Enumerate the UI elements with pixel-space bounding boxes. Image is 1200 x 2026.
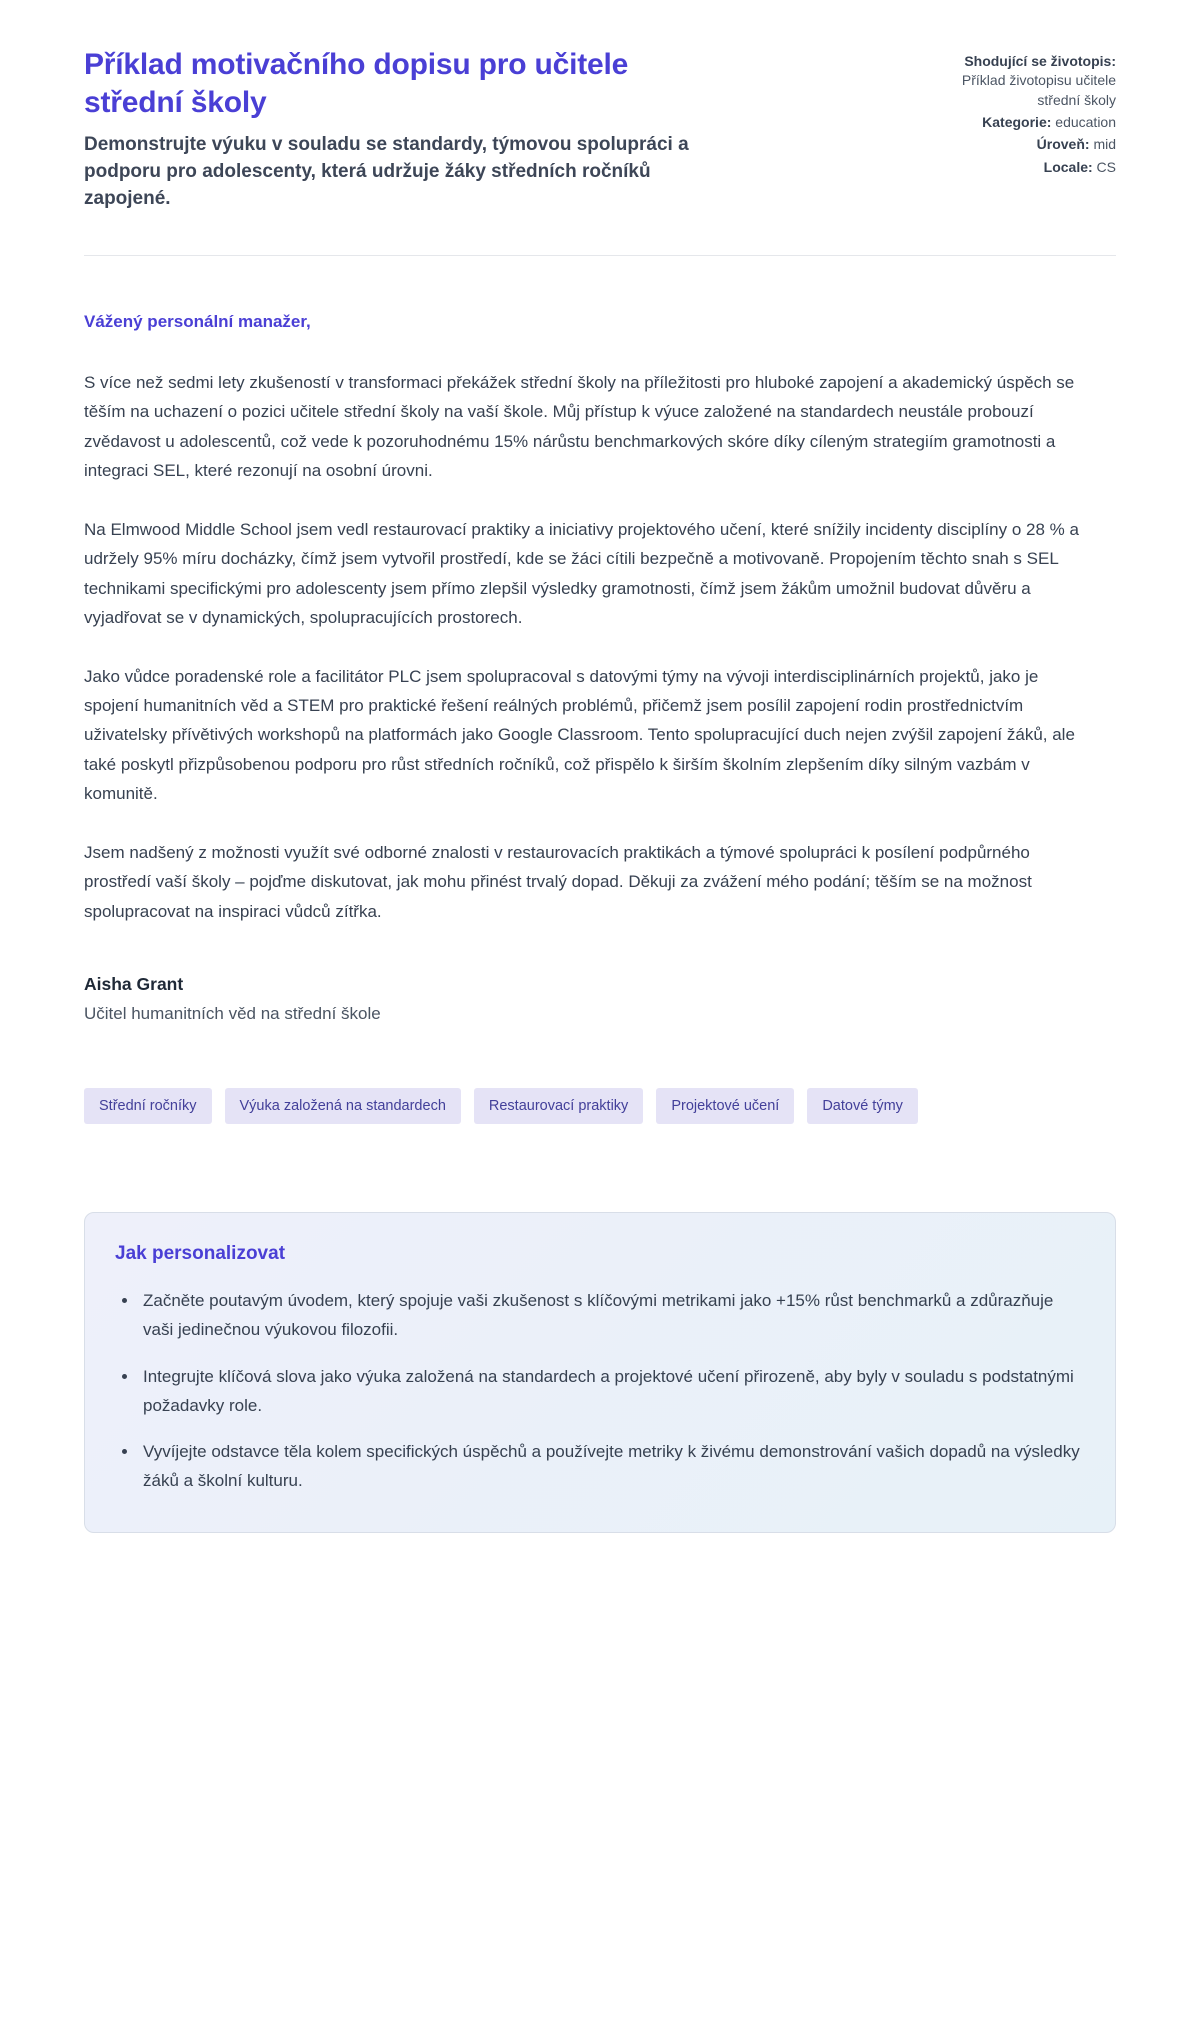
meta-matching-resume-value: Příklad životopisu učitele střední školy <box>961 72 1116 108</box>
tips-heading: Jak personalizovat <box>115 1242 286 1264</box>
meta-locale <box>931 158 1116 177</box>
page-header <box>84 46 1116 213</box>
tips-list <box>115 1287 1085 1496</box>
tag-chip[interactable]: Střední ročníky <box>84 1088 212 1124</box>
tag-chip[interactable]: Výuka založená na standardech <box>225 1088 461 1124</box>
letter-paragraph: Na Elmwood Middle School jsem vedl restaurovací praktiky a iniciativy projektového učení, které snížily incidenty disciplíny o 28 % a udržely 95% míru docházky, čímž jsem vytvořil prostředí, kde se žáci cítili bezpečně a motivovaně. Propojením těchto snah s SEL technikami specifickými pro adolescenty jsem přímo zlepšil výsledky gramotnosti, čímž jsem žákům umožnil budovat důvěru a vyjadřovat se v dynamických, spolupracujících prostorech. <box>84 520 1079 627</box>
tag-list <box>84 1088 984 1124</box>
meta-locale-label: Locale: <box>1043 158 1093 175</box>
tip-item: • Vyvíjejte odstavce těla kolem specifických úspěchů a používejte metriky k živému demonstrování vašich dopadů na výsledky žáků a školní kulturu. <box>139 1438 1085 1496</box>
tag-chip[interactable]: Projektové učení <box>656 1088 794 1124</box>
letter-salutation: Vážený personální manažer, <box>84 312 311 332</box>
cover-letter-page <box>84 0 1116 1603</box>
signature-role: Učitel humanitních věd na střední škole <box>84 1003 381 1023</box>
signature-block <box>84 974 1116 1024</box>
letter-paragraph: Jako vůdce poradenské role a facilitátor PLC jsem spolupracoval s datovými týmy na vývoji interdisciplinárních projektů, jako je spojení humanitních věd a STEM pro praktické řešení reálných problémů, přičemž jsem posílil zapojení rodin prostřednictvím uživatelsky přívětivých workshopů na platformách jako Google Classroom. Tento spolupracující duch nejen zvýšil zapojení žáků, ale také poskytl přizpůsobenou podporu pro růst středních ročníků, což přispělo k širším školním zlepšením díky silným vazbám v komunitě. <box>84 666 1075 803</box>
meta-panel <box>931 52 1116 180</box>
meta-category-value: education <box>1055 113 1116 130</box>
meta-level-value: mid <box>1093 136 1116 153</box>
page-title: Příklad motivačního dopisu pro učitele střední školy <box>84 48 629 120</box>
tip-item: • Integrujte klíčová slova jako výuka založená na standardech a projektové učení přirozeně, aby byly v souladu s podstatnými požadavky role. <box>139 1363 1085 1421</box>
meta-matching-resume-label: Shodující se životopis: <box>964 53 1116 69</box>
meta-level <box>931 135 1116 154</box>
header-divider <box>84 255 1116 256</box>
page-subtitle: Demonstrujte výuku v souladu se standardy, týmovou spolupráci a podporu pro adolescenty, která udržuje žáky středních ročníků zapojené. <box>84 134 689 210</box>
tag-chip[interactable]: Datové týmy <box>807 1088 918 1124</box>
meta-locale-value: CS <box>1096 158 1116 175</box>
header-title-block <box>84 46 724 213</box>
tag-chip[interactable]: Restaurovací praktiky <box>474 1088 643 1124</box>
personalization-tips-box <box>84 1212 1116 1533</box>
signature-name: Aisha Grant <box>84 973 184 994</box>
letter-paragraph: Jsem nadšený z možnosti využít své odborné znalosti v restaurovacích praktikách a týmové spolupráci k posílení podpůrného prostředí vaší školy – pojďme diskutovat, jak mohu přinést trvalý dopad. Děkuji za zvážení mého podání; těším se na možnost spolupracovat na inspiraci vůdců zítřka. <box>84 843 1032 921</box>
meta-matching-resume <box>931 52 1116 110</box>
letter-body <box>84 312 1116 926</box>
meta-category-label: Kategorie: <box>982 113 1052 130</box>
meta-category <box>931 113 1116 132</box>
tip-item: • Začněte poutavým úvodem, který spojuje vaši zkušenost s klíčovými metrikami jako +15% růst benchmarků a zdůrazňuje vaši jedinečnou výukovou filozofii. <box>139 1287 1085 1345</box>
letter-paragraph: S více než sedmi lety zkušeností v transformaci překážek střední školy na příležitosti pro hluboké zapojení a akademický úspěch se těším na uchazení o pozici učitele střední školy na vaší škole. Můj přístup k výuce založené na standardech neustále probouzí zvědavost u adolescentů, což vede k pozoruhodnému 15% nárůstu benchmarkových skóre díky cíleným strategiím gramotnosti a integraci SEL, které rezonují na osobní úrovni. <box>84 373 1075 480</box>
meta-level-label: Úroveň: <box>1036 136 1090 153</box>
